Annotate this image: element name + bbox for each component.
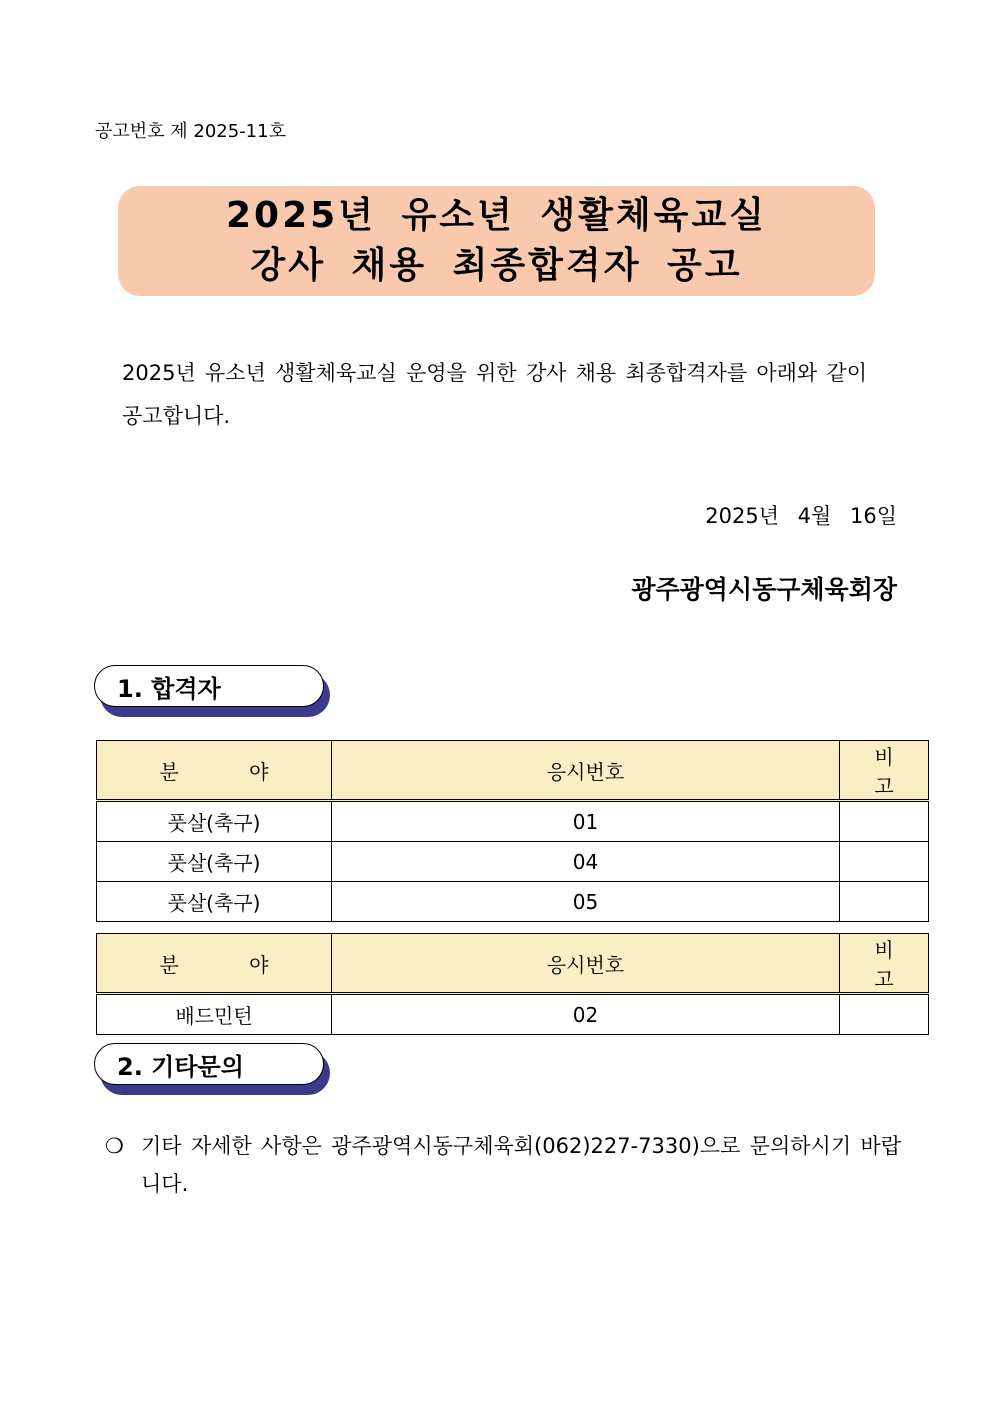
- notice-date: 2025년 4월 16일: [705, 504, 897, 528]
- organization-name: 광주광역시동구체육회장: [631, 575, 897, 604]
- table-row: [97, 842, 929, 882]
- table-row: [97, 994, 929, 1035]
- cell-exam-number: 02: [332, 994, 840, 1035]
- header-remarks: 비 고: [840, 934, 929, 994]
- intro-paragraph: 2025년 유소년 생활체육교실 운영을 위한 강사 채용 최종합격자를 아래와 같이 공고합니다.: [122, 361, 867, 428]
- section-1-heading: [94, 665, 326, 709]
- cell-field: 풋살(축구): [97, 842, 332, 882]
- header-field: 분 야: [97, 934, 332, 994]
- title-line-2: 강사 채용 최종합격자 공고: [250, 245, 743, 286]
- cell-field: 배드민턴: [97, 994, 332, 1035]
- section-2-heading: [94, 1043, 326, 1087]
- table-header-row: [97, 934, 929, 994]
- cell-remarks: [840, 882, 929, 922]
- cell-field: 풋살(축구): [97, 882, 332, 922]
- table-row: [97, 882, 929, 922]
- section-2-label: 2. 기타문의: [94, 1043, 324, 1085]
- header-remarks: 비 고: [840, 741, 929, 801]
- cell-exam-number: 01: [332, 801, 840, 842]
- cell-remarks: [840, 994, 929, 1035]
- table-row: [97, 801, 929, 842]
- cell-exam-number: 04: [332, 842, 840, 882]
- section-1-label: 1. 합격자: [94, 665, 324, 707]
- circle-bullet-icon: ❍: [105, 1134, 124, 1158]
- cell-remarks: [840, 801, 929, 842]
- cell-remarks: [840, 842, 929, 882]
- title-banner: [118, 186, 875, 296]
- passers-table-2: [96, 933, 929, 1035]
- cell-field: 풋살(축구): [97, 801, 332, 842]
- notice-number: 공고번호 제 2025-11호: [95, 121, 286, 142]
- inquiry-text: 기타 자세한 사항은 광주광역시동구체육회(062)227-7330)으로 문의하시기 바랍니다.: [141, 1134, 901, 1196]
- cell-exam-number: 05: [332, 882, 840, 922]
- header-exam-number: 응시번호: [332, 741, 840, 801]
- title-line-1: 2025년 유소년 생활체육교실: [225, 195, 768, 236]
- header-exam-number: 응시번호: [332, 934, 840, 994]
- table-header-row: [97, 741, 929, 801]
- passers-table-1: [96, 740, 929, 922]
- header-field: 분 야: [97, 741, 332, 801]
